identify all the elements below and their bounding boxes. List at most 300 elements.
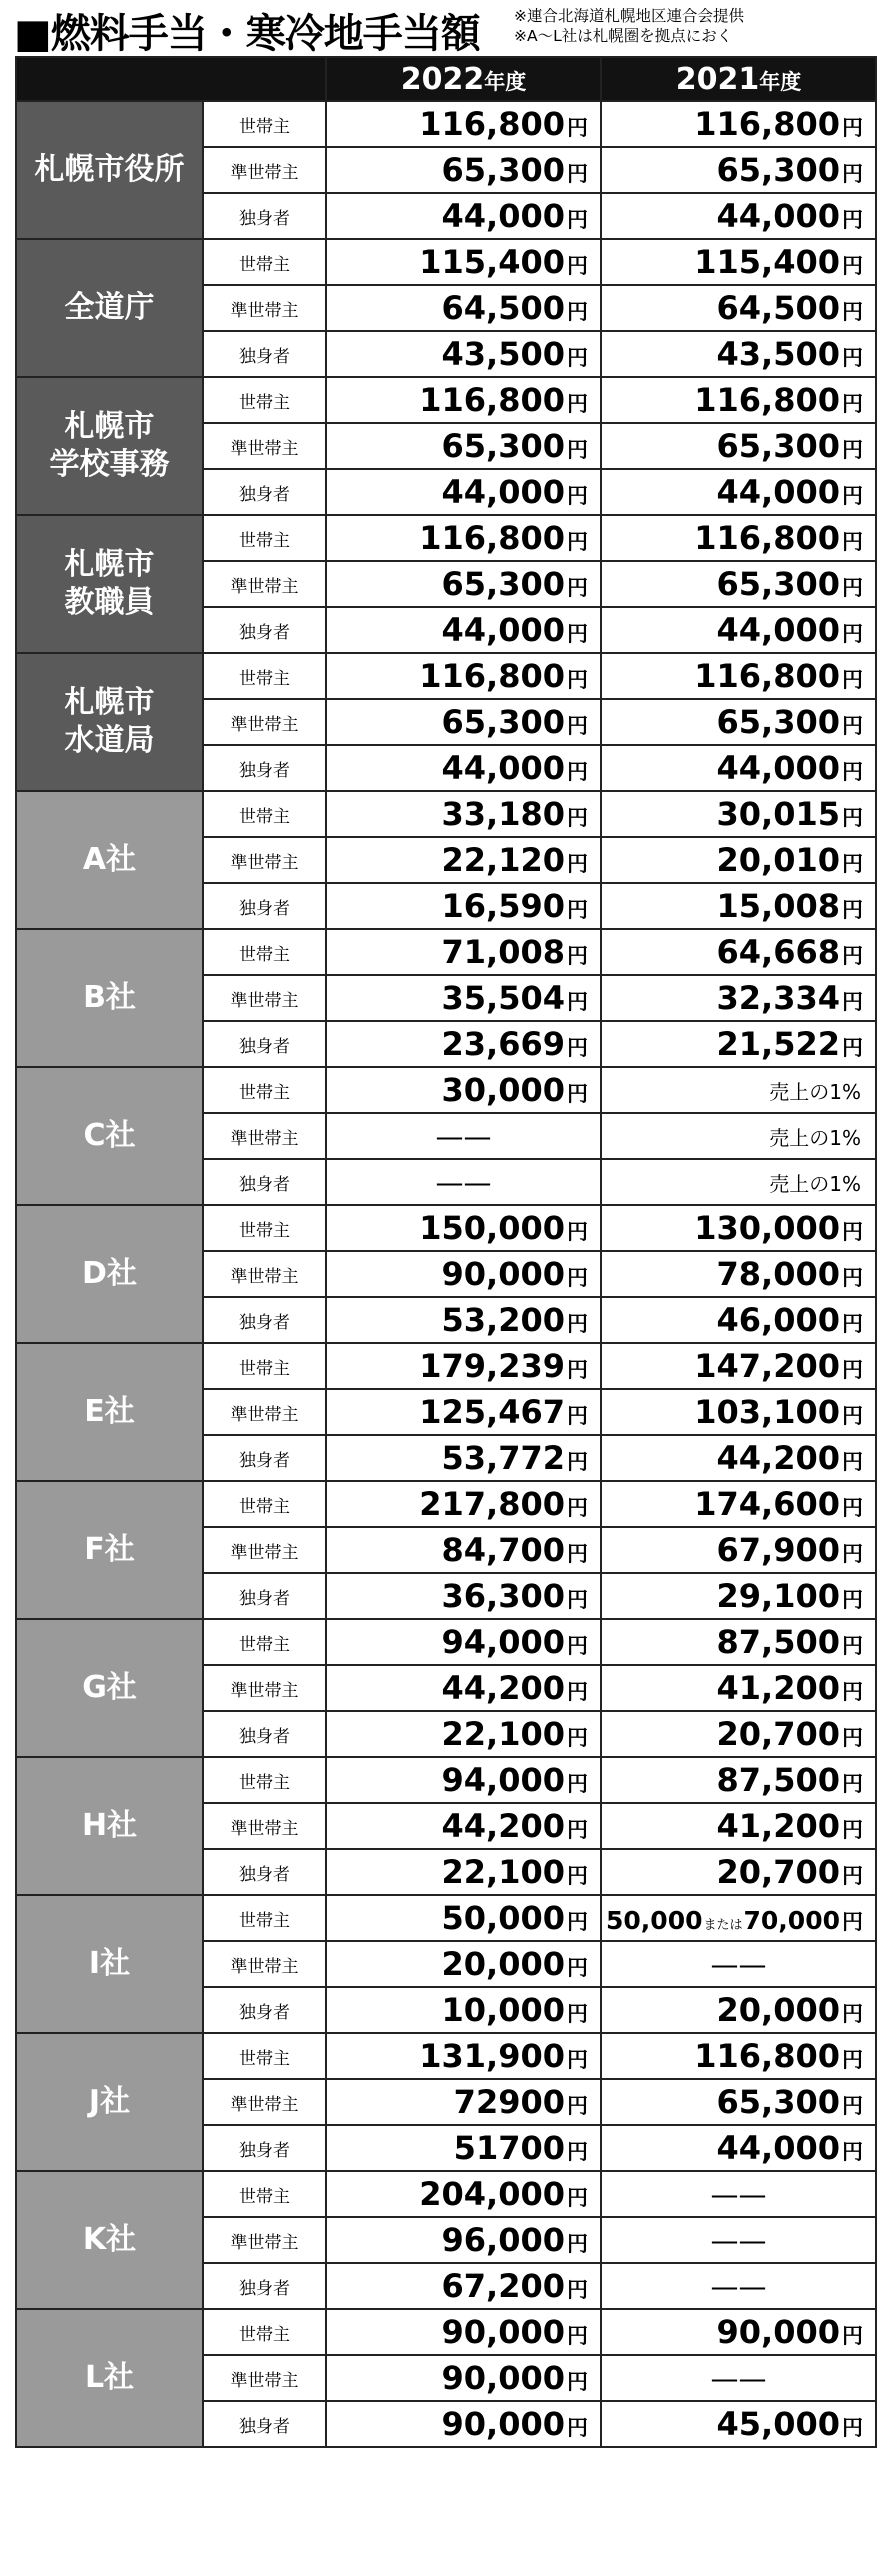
org-name-line: B社 <box>83 980 136 1015</box>
value-2022-cell <box>326 1757 601 1803</box>
note-source: ※連合北海道札幌地区連合会提供 <box>514 7 744 25</box>
amount-note: 売上の1% <box>769 1171 861 1196</box>
category-cell: 準世帯主 <box>203 1389 326 1435</box>
yen-unit: 円 <box>842 1772 863 1796</box>
yen-unit: 円 <box>842 438 863 462</box>
org-name-line: 札幌市 <box>64 409 155 444</box>
category-cell: 世帯主 <box>203 1895 326 1941</box>
category-cell: 世帯主 <box>203 239 326 285</box>
yen-unit: 円 <box>567 2094 588 2118</box>
header <box>0 0 887 57</box>
org-name-line: 札幌市役所 <box>34 152 185 187</box>
yen-unit: 円 <box>842 714 863 738</box>
org-name-line: J社 <box>88 2084 131 2119</box>
yen-unit: 円 <box>567 2140 588 2164</box>
amount: 116,800 <box>694 2037 840 2075</box>
yen-unit: 円 <box>842 1358 863 1382</box>
yen-unit: 円 <box>567 1864 588 1888</box>
value-2022-cell <box>326 1711 601 1757</box>
yen-unit: 円 <box>567 1220 588 1244</box>
value-2022-cell <box>326 1941 601 1987</box>
org-name-line: 学校事務 <box>49 447 170 482</box>
value-2021-cell <box>601 285 876 331</box>
yen-unit: 円 <box>567 1634 588 1658</box>
allowance-table <box>15 56 877 2448</box>
amount: 44,000 <box>716 611 840 649</box>
value-2022-cell <box>326 2355 601 2401</box>
category-cell: 独身者 <box>203 1297 326 1343</box>
amount: 51700 <box>453 2129 565 2167</box>
org-name-line: H社 <box>81 1808 138 1843</box>
value-2021-cell <box>601 1941 876 1987</box>
yen-unit: 円 <box>567 2186 588 2210</box>
category-cell: 世帯主 <box>203 2309 326 2355</box>
value-2021-cell <box>601 1205 876 1251</box>
dash-mark: —— <box>435 1165 492 1199</box>
category-cell: 独身者 <box>203 1573 326 1619</box>
category-cell: 独身者 <box>203 331 326 377</box>
amount: 65,300 <box>441 427 565 465</box>
yen-unit: 円 <box>842 346 863 370</box>
category-cell: 準世帯主 <box>203 147 326 193</box>
amount: 217,800 <box>419 1485 565 1523</box>
yen-unit: 円 <box>567 254 588 278</box>
value-2021-cell <box>601 1021 876 1067</box>
amount: 116,800 <box>694 105 840 143</box>
value-2021-cell <box>601 607 876 653</box>
value-2021-cell <box>601 653 876 699</box>
value-2021-cell <box>601 193 876 239</box>
value-2022-cell <box>326 1021 601 1067</box>
table-row <box>16 1343 876 1389</box>
amount: 20,010 <box>716 841 840 879</box>
value-2021-cell <box>601 1619 876 1665</box>
value-2021-cell <box>601 2125 876 2171</box>
yen-unit: 円 <box>567 2048 588 2072</box>
amount: 116,800 <box>694 381 840 419</box>
amount: 130,000 <box>694 1209 840 1247</box>
yen-unit: 円 <box>842 300 863 324</box>
category-cell: 独身者 <box>203 1159 326 1205</box>
amount: 90,000 <box>716 2313 840 2351</box>
category-cell: 準世帯主 <box>203 1665 326 1711</box>
amount: 16,590 <box>441 887 565 925</box>
org-name-line: I社 <box>88 1946 131 1981</box>
yen-unit: 円 <box>842 1726 863 1750</box>
value-2022-cell <box>326 1481 601 1527</box>
amount-note: 売上の1% <box>769 1079 861 1104</box>
value-2022-cell <box>326 469 601 515</box>
value-2021-cell <box>601 1389 876 1435</box>
category-cell: 世帯主 <box>203 791 326 837</box>
org-name-line: L社 <box>84 2360 135 2395</box>
yen-unit: 円 <box>567 162 588 186</box>
amount: 20,700 <box>716 1853 840 1891</box>
amount: 131,900 <box>419 2037 565 2075</box>
yen-unit: 円 <box>567 1404 588 1428</box>
amount: 90,000 <box>441 1255 565 1293</box>
value-2021-cell <box>601 1527 876 1573</box>
category-cell: 世帯主 <box>203 929 326 975</box>
yen-unit: 円 <box>842 2048 863 2072</box>
yen-unit: 円 <box>567 1036 588 1060</box>
yen-unit: 円 <box>842 2094 863 2118</box>
category-cell: 世帯主 <box>203 515 326 561</box>
value-2022-cell <box>326 193 601 239</box>
value-2022-cell <box>326 2309 601 2355</box>
value-2022-cell <box>326 285 601 331</box>
value-2022-cell <box>326 883 601 929</box>
column-header-2022: 2022年度 <box>326 57 601 101</box>
amount: 43,500 <box>441 335 565 373</box>
org-name-cell <box>16 515 203 653</box>
value-2021-cell <box>601 147 876 193</box>
yen-unit: 円 <box>842 668 863 692</box>
amount: 44,200 <box>441 1669 565 1707</box>
yen-unit: 円 <box>842 1312 863 1336</box>
amount: 50,000 <box>606 1906 703 1935</box>
org-name-cell <box>16 1895 203 2033</box>
amount: 65,300 <box>716 427 840 465</box>
value-2021-cell <box>601 1067 876 1113</box>
value-2022-cell <box>326 1205 601 1251</box>
yen-unit: 円 <box>567 208 588 232</box>
category-cell: 準世帯主 <box>203 2355 326 2401</box>
table-row <box>16 1895 876 1941</box>
org-name-line: C社 <box>83 1118 136 1153</box>
yen-unit: 円 <box>567 530 588 554</box>
amount: 72900 <box>453 2083 565 2121</box>
value-2021-cell <box>601 1711 876 1757</box>
yen-unit: 円 <box>842 1496 863 1520</box>
yen-unit: 円 <box>842 254 863 278</box>
amount: 65,300 <box>716 2083 840 2121</box>
table-row <box>16 1757 876 1803</box>
org-name-cell <box>16 1205 203 1343</box>
value-2022-cell <box>326 1297 601 1343</box>
yen-unit: 円 <box>842 852 863 876</box>
category-cell: 独身者 <box>203 1435 326 1481</box>
table-row <box>16 1205 876 1251</box>
value-2021-cell <box>601 2309 876 2355</box>
value-2022-cell <box>326 2171 601 2217</box>
org-name-cell <box>16 2171 203 2309</box>
value-2021-cell <box>601 791 876 837</box>
amount: 41,200 <box>716 1669 840 1707</box>
yen-unit: 円 <box>842 1220 863 1244</box>
yen-unit: 円 <box>842 2140 863 2164</box>
category-cell: 独身者 <box>203 883 326 929</box>
table-header-row <box>16 57 876 101</box>
amount: 41,200 <box>716 1807 840 1845</box>
yen-unit: 円 <box>842 116 863 140</box>
amount: 67,900 <box>716 1531 840 1569</box>
yen-unit: 円 <box>567 576 588 600</box>
header-blank-cell <box>16 57 326 101</box>
table-row <box>16 101 876 147</box>
table-row <box>16 2033 876 2079</box>
yen-unit: 円 <box>842 2324 863 2348</box>
value-2022-cell <box>326 101 601 147</box>
amount: 44,000 <box>716 749 840 787</box>
category-cell: 準世帯主 <box>203 2217 326 2263</box>
value-2021-cell <box>601 699 876 745</box>
value-2021-cell <box>601 1343 876 1389</box>
amount: 116,800 <box>419 381 565 419</box>
yen-unit: 円 <box>567 2278 588 2302</box>
amount: 125,467 <box>419 1393 565 1431</box>
yen-unit: 円 <box>842 1542 863 1566</box>
yen-unit: 円 <box>567 1082 588 1106</box>
yen-unit: 円 <box>567 1496 588 1520</box>
amount: 44,000 <box>716 2129 840 2167</box>
org-name-cell <box>16 377 203 515</box>
value-2021-cell <box>601 1435 876 1481</box>
value-2021-cell <box>601 2263 876 2309</box>
yen-unit: 円 <box>567 1312 588 1336</box>
yen-unit: 円 <box>567 300 588 324</box>
value-2022-cell <box>326 331 601 377</box>
value-2021-cell <box>601 837 876 883</box>
amount: 22,100 <box>441 1715 565 1753</box>
amount: 44,000 <box>716 473 840 511</box>
value-2022-cell <box>326 653 601 699</box>
dash-mark: —— <box>435 1119 492 1153</box>
dash-mark: —— <box>710 2361 767 2395</box>
value-2021-cell <box>601 1251 876 1297</box>
table-row <box>16 2309 876 2355</box>
org-name-cell <box>16 239 203 377</box>
value-2021-cell <box>601 745 876 791</box>
value-2022-cell <box>326 1895 601 1941</box>
amount: 84,700 <box>441 1531 565 1569</box>
value-2021-cell <box>601 1895 876 1941</box>
org-name-cell <box>16 2309 203 2447</box>
table-row <box>16 2171 876 2217</box>
amount: 87,500 <box>716 1761 840 1799</box>
category-cell: 独身者 <box>203 1849 326 1895</box>
value-2022-cell <box>326 147 601 193</box>
amount: 65,300 <box>716 703 840 741</box>
amount: 44,000 <box>441 473 565 511</box>
amount: 44,000 <box>441 749 565 787</box>
amount: 44,000 <box>441 197 565 235</box>
value-2021-cell <box>601 561 876 607</box>
org-name-line: 札幌市 <box>64 685 155 720</box>
org-name-cell <box>16 653 203 791</box>
yen-unit: 円 <box>567 438 588 462</box>
value-2022-cell <box>326 745 601 791</box>
yen-unit: 円 <box>567 2002 588 2026</box>
yen-unit: 円 <box>842 576 863 600</box>
dash-mark: —— <box>710 2223 767 2257</box>
amount: 53,772 <box>441 1439 565 1477</box>
value-2022-cell <box>326 239 601 285</box>
value-2021-cell <box>601 331 876 377</box>
amount: 179,239 <box>419 1347 565 1385</box>
category-cell: 世帯主 <box>203 101 326 147</box>
yen-unit: 円 <box>567 852 588 876</box>
yen-unit: 円 <box>567 392 588 416</box>
value-2021-cell <box>601 1757 876 1803</box>
category-cell: 独身者 <box>203 1711 326 1757</box>
value-2022-cell <box>326 929 601 975</box>
org-name-line: 教職員 <box>64 585 155 620</box>
yen-unit: 円 <box>842 622 863 646</box>
amount: 20,700 <box>716 1715 840 1753</box>
yen-unit: 円 <box>842 162 863 186</box>
yen-unit: 円 <box>567 2324 588 2348</box>
value-2022-cell <box>326 1665 601 1711</box>
yen-unit: 円 <box>842 806 863 830</box>
org-name-cell <box>16 791 203 929</box>
amount: 65,300 <box>716 151 840 189</box>
org-name-line: K社 <box>82 2222 137 2257</box>
value-2022-cell <box>326 1619 601 1665</box>
amount: 90,000 <box>441 2359 565 2397</box>
value-2021-cell <box>601 1849 876 1895</box>
yen-unit: 円 <box>842 2002 863 2026</box>
amount: 29,100 <box>716 1577 840 1615</box>
value-2022-cell <box>326 1849 601 1895</box>
amount: 204,000 <box>419 2175 565 2213</box>
yen-unit: 円 <box>567 1358 588 1382</box>
yen-unit: 円 <box>567 1818 588 1842</box>
org-name-line: 全道庁 <box>64 290 155 325</box>
value-2021-cell <box>601 1481 876 1527</box>
amount: 22,100 <box>441 1853 565 1891</box>
org-name-cell <box>16 1619 203 1757</box>
amount: 64,668 <box>716 933 840 971</box>
yen-unit: 円 <box>567 1450 588 1474</box>
yen-unit: 円 <box>567 1680 588 1704</box>
value-2021-cell <box>601 101 876 147</box>
org-name-cell <box>16 1343 203 1481</box>
amount: 90,000 <box>441 2313 565 2351</box>
page-title: ■燃料手当・寒冷地手当額 <box>14 11 480 57</box>
yen-unit: 円 <box>567 2232 588 2256</box>
amount: 30,015 <box>716 795 840 833</box>
yen-unit: 円 <box>842 1680 863 1704</box>
category-cell: 準世帯主 <box>203 975 326 1021</box>
yen-unit: 円 <box>842 1404 863 1428</box>
amount: 45,000 <box>716 2405 840 2443</box>
category-cell: 世帯主 <box>203 377 326 423</box>
amount: 65,300 <box>441 565 565 603</box>
org-name-line: G社 <box>82 1670 137 1705</box>
table-row <box>16 1619 876 1665</box>
yen-unit: 円 <box>567 1588 588 1612</box>
amount: 15,008 <box>716 887 840 925</box>
value-2021-cell <box>601 469 876 515</box>
value-2022-cell <box>326 423 601 469</box>
yen-unit: 円 <box>842 484 863 508</box>
amount: 32,334 <box>716 979 840 1017</box>
category-cell: 独身者 <box>203 1021 326 1067</box>
category-cell: 世帯主 <box>203 653 326 699</box>
value-2021-cell <box>601 883 876 929</box>
or-word: または <box>703 1918 743 1933</box>
amount: 96,000 <box>441 2221 565 2259</box>
amount: 90,000 <box>441 2405 565 2443</box>
value-2021-cell <box>601 377 876 423</box>
table-row <box>16 1067 876 1113</box>
table-row <box>16 515 876 561</box>
yen-unit: 円 <box>842 1910 863 1934</box>
value-2022-cell <box>326 2217 601 2263</box>
category-cell: 準世帯主 <box>203 2079 326 2125</box>
amount: 21,522 <box>716 1025 840 1063</box>
yen-unit: 円 <box>567 668 588 692</box>
amount: 23,669 <box>441 1025 565 1063</box>
category-cell: 世帯主 <box>203 1067 326 1113</box>
value-2021-cell <box>601 2401 876 2447</box>
category-cell: 世帯主 <box>203 1205 326 1251</box>
category-cell: 準世帯主 <box>203 285 326 331</box>
category-cell: 独身者 <box>203 469 326 515</box>
value-2022-cell <box>326 1527 601 1573</box>
amount: 116,800 <box>694 657 840 695</box>
yen-unit: 円 <box>567 2416 588 2440</box>
yen-unit: 円 <box>842 1450 863 1474</box>
org-name-cell <box>16 1067 203 1205</box>
amount: 116,800 <box>694 519 840 557</box>
yen-unit: 円 <box>842 1864 863 1888</box>
yen-unit: 円 <box>567 944 588 968</box>
column-header-2021: 2021年度 <box>601 57 876 101</box>
category-cell: 世帯主 <box>203 1619 326 1665</box>
note-region: ※A〜L社は札幌圏を拠点におく <box>514 27 733 45</box>
value-2022-cell <box>326 2033 601 2079</box>
amount: 67,200 <box>441 2267 565 2305</box>
value-2021-cell <box>601 975 876 1021</box>
value-2022-cell <box>326 1159 601 1205</box>
org-name-line: 札幌市 <box>64 547 155 582</box>
value-2021-cell <box>601 239 876 285</box>
value-2022-cell <box>326 2401 601 2447</box>
org-name-cell <box>16 101 203 239</box>
category-cell: 世帯主 <box>203 1343 326 1389</box>
yen-unit: 円 <box>567 714 588 738</box>
amount: 50,000 <box>441 1899 565 1937</box>
amount: 150,000 <box>419 1209 565 1247</box>
category-cell: 準世帯主 <box>203 1941 326 1987</box>
yen-unit: 円 <box>842 944 863 968</box>
amount-note: 売上の1% <box>769 1125 861 1150</box>
yen-unit: 円 <box>842 990 863 1014</box>
amount: 94,000 <box>441 1623 565 1661</box>
value-2021-cell <box>601 1665 876 1711</box>
category-cell: 世帯主 <box>203 1757 326 1803</box>
amount: 64,500 <box>441 289 565 327</box>
category-cell: 準世帯主 <box>203 1527 326 1573</box>
dash-mark: —— <box>710 1947 767 1981</box>
org-name-line: A社 <box>82 842 137 877</box>
amount: 116,800 <box>419 105 565 143</box>
amount: 10,000 <box>441 1991 565 2029</box>
category-cell: 独身者 <box>203 2401 326 2447</box>
value-2022-cell <box>326 2079 601 2125</box>
value-2021-cell <box>601 2171 876 2217</box>
yen-unit: 円 <box>567 346 588 370</box>
category-cell: 世帯主 <box>203 2033 326 2079</box>
value-2021-cell <box>601 929 876 975</box>
amount: 53,200 <box>441 1301 565 1339</box>
amount: 116,800 <box>419 519 565 557</box>
org-name-cell <box>16 929 203 1067</box>
value-2021-cell <box>601 2355 876 2401</box>
amount: 87,500 <box>716 1623 840 1661</box>
